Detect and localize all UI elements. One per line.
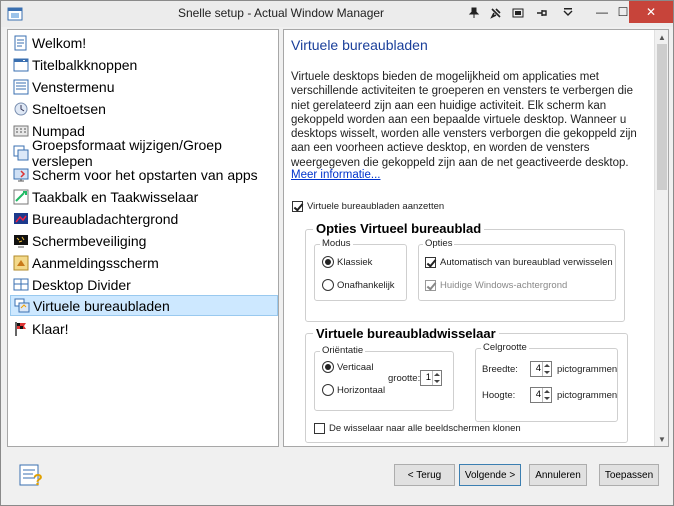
spinner-arrows-icon[interactable] xyxy=(542,388,551,402)
windows-background-checkbox[interactable] xyxy=(425,280,436,291)
sidebar-item-label: Klaar! xyxy=(32,320,69,337)
sidebar-item-label: Numpad xyxy=(32,122,85,139)
help-icon[interactable] xyxy=(19,463,45,487)
sidebar-item-label: Taakbalk en Taakwisselaar xyxy=(32,188,199,205)
height-label: Hoogte: xyxy=(482,390,516,401)
screensaver-icon xyxy=(13,233,29,249)
sidebar-item-label: Bureaubladachtergrond xyxy=(32,210,179,227)
spinner-arrows-icon[interactable] xyxy=(432,371,441,385)
enable-virtual-desktops-label: Virtuele bureaubladen aanzetten xyxy=(307,201,445,212)
sidebar-item-groepsformaat[interactable] xyxy=(10,136,278,169)
mode-classic-radio[interactable] xyxy=(322,256,334,268)
clone-switcher-label: De wisselaar naar alle beeldschermen klonen xyxy=(329,423,521,434)
sidebar-item-sneltoetsen[interactable] xyxy=(10,98,278,119)
cell-size-subgroup-title: Celgrootte xyxy=(483,342,527,353)
orientation-vertical-radio[interactable] xyxy=(322,361,334,373)
desktop-divider-icon xyxy=(13,277,29,293)
sidebar-item-venstermenu[interactable] xyxy=(10,76,278,97)
mode-subgroup-title: Modus xyxy=(322,238,351,249)
apply-button[interactable]: Toepassen xyxy=(599,464,659,486)
size-value: 1 xyxy=(425,372,431,383)
scroll-thumb[interactable] xyxy=(657,44,667,190)
sidebar-item-label: Desktop Divider xyxy=(32,276,131,293)
taskbar-icon xyxy=(13,189,29,205)
mode-subgroup xyxy=(314,244,407,301)
sidebar-item-label: Groepsformaat wijzigen/Groep verslepen xyxy=(32,136,222,169)
content-scrollbar[interactable] xyxy=(654,30,668,446)
close-button[interactable]: ✕ xyxy=(629,1,673,23)
window-icon[interactable] xyxy=(509,5,527,21)
hotkeys-icon xyxy=(13,101,29,117)
pin-icon[interactable] xyxy=(465,5,483,21)
options-group-title: Opties Virtueel bureaublad xyxy=(313,221,484,236)
title-bar xyxy=(1,1,673,27)
sidebar-item-klaar[interactable] xyxy=(10,318,278,339)
svg-text:?: ? xyxy=(33,472,43,487)
mode-independent-radio[interactable] xyxy=(322,279,334,291)
auto-switch-label: Automatisch van bureaublad verwisselen xyxy=(440,257,613,268)
scroll-down-icon[interactable]: ▼ xyxy=(658,434,666,444)
height-value: 4 xyxy=(535,389,541,400)
enable-virtual-desktops-checkbox[interactable] xyxy=(292,201,303,212)
auto-switch-checkbox[interactable] xyxy=(425,257,436,268)
pin-down-icon[interactable] xyxy=(487,5,505,21)
logon-screen-icon xyxy=(13,255,29,271)
next-button[interactable]: Volgende > xyxy=(459,464,521,486)
orientation-vertical-label: Verticaal xyxy=(337,362,374,373)
options-subgroup xyxy=(418,244,616,301)
numpad-icon xyxy=(13,123,29,139)
window-title: Snelle setup - Actual Window Manager xyxy=(177,6,385,20)
size-label: grootte: xyxy=(388,373,421,384)
sidebar-item-label: Scherm voor het opstarten van apps xyxy=(32,166,258,183)
sidebar-item-virtuele-bureaubladen[interactable] xyxy=(10,295,278,316)
finish-flag-icon xyxy=(13,321,29,337)
titlebar-buttons-icon xyxy=(13,57,29,73)
spinner-arrows-icon[interactable] xyxy=(542,362,551,376)
sidebar-item-label: Schermbeveiliging xyxy=(32,232,147,249)
orientation-horizontal-label: Horizontaal xyxy=(337,385,386,396)
sidebar xyxy=(7,29,279,447)
sidebar-item-welkom[interactable] xyxy=(10,32,278,53)
sidebar-item-taakbalk[interactable] xyxy=(10,186,278,207)
options-subgroup-title: Opties xyxy=(425,238,453,249)
sidebar-item-label: Aanmeldingsscherm xyxy=(32,254,159,271)
page-title: Virtuele bureaubladen xyxy=(291,37,428,53)
orientation-subgroup-title: Oriëntatie xyxy=(322,345,364,356)
height-spinner[interactable] xyxy=(530,387,552,403)
size-spinner[interactable] xyxy=(420,370,442,386)
sidebar-item-label: Welkom! xyxy=(32,34,87,51)
windows-background-label: Huidige Windows-achtergrond xyxy=(440,280,568,291)
sidebar-item-aanmeldingsscherm[interactable] xyxy=(10,252,278,273)
sidebar-item-schermbeveiliging[interactable] xyxy=(10,230,278,251)
sidebar-item-label: Sneltoetsen xyxy=(32,100,106,117)
mode-classic-label: Klassiek xyxy=(337,257,373,268)
height-unit-label: pictogrammen xyxy=(557,390,618,401)
virtual-desktops-icon xyxy=(14,298,30,314)
cell-size-subgroup xyxy=(475,348,618,422)
more-info-link[interactable]: Meer informatie... xyxy=(291,169,381,181)
sidebar-item-opstarten[interactable] xyxy=(10,164,278,185)
sidebar-item-label: Virtuele bureaubladen xyxy=(33,297,170,314)
switcher-group-title: Virtuele bureaubladwisselaar xyxy=(313,326,499,341)
clone-switcher-checkbox[interactable] xyxy=(314,423,325,434)
orientation-horizontal-radio[interactable] xyxy=(322,384,334,396)
cancel-button[interactable]: Annuleren xyxy=(529,464,587,486)
page-description: Virtuele desktops bieden de mogelijkheid om applicaties met verschillende activiteiten te groeperen en vensters te verbergen die niet gerelateerd zijn aan een huidige activiteit. Elk scherm kan gekoppeld worden aan een bepaalde virtuele desktop. Wanneer u desktops wisselt, worden alle vensters verborgen die gekoppeld zijn aan een voorheen actieve desktop, en worden de vensters weergegeven die gekoppeld zijn aan de net geactiveerde desktop. xyxy=(291,71,637,169)
wallpaper-icon xyxy=(13,211,29,227)
width-spinner[interactable] xyxy=(530,361,552,377)
sidebar-item-titelbalkknoppen[interactable] xyxy=(10,54,278,75)
startup-screen-icon xyxy=(13,167,29,183)
minimize-button[interactable]: — xyxy=(596,5,608,19)
sidebar-item-desktop-divider[interactable] xyxy=(10,274,278,295)
mode-independent-label: Onafhankelijk xyxy=(337,280,395,291)
unpin-icon[interactable] xyxy=(533,5,551,21)
back-button[interactable]: < Terug xyxy=(394,464,455,486)
window-menu-icon xyxy=(13,79,29,95)
menu-icon[interactable] xyxy=(559,5,577,21)
width-unit-label: pictogrammen xyxy=(557,364,618,375)
scroll-up-icon[interactable]: ▲ xyxy=(658,32,666,42)
width-label: Breedte: xyxy=(482,364,518,375)
welcome-page-icon xyxy=(13,35,29,51)
width-value: 4 xyxy=(535,363,541,374)
content-panel xyxy=(283,29,669,447)
maximize-button[interactable]: ☐ xyxy=(617,5,629,19)
sidebar-item-label: Venstermenu xyxy=(32,78,115,95)
group-resize-icon xyxy=(13,145,29,161)
sidebar-item-label: Titelbalkknoppen xyxy=(32,56,138,73)
sidebar-item-bureaubladachtergrond[interactable] xyxy=(10,208,278,229)
